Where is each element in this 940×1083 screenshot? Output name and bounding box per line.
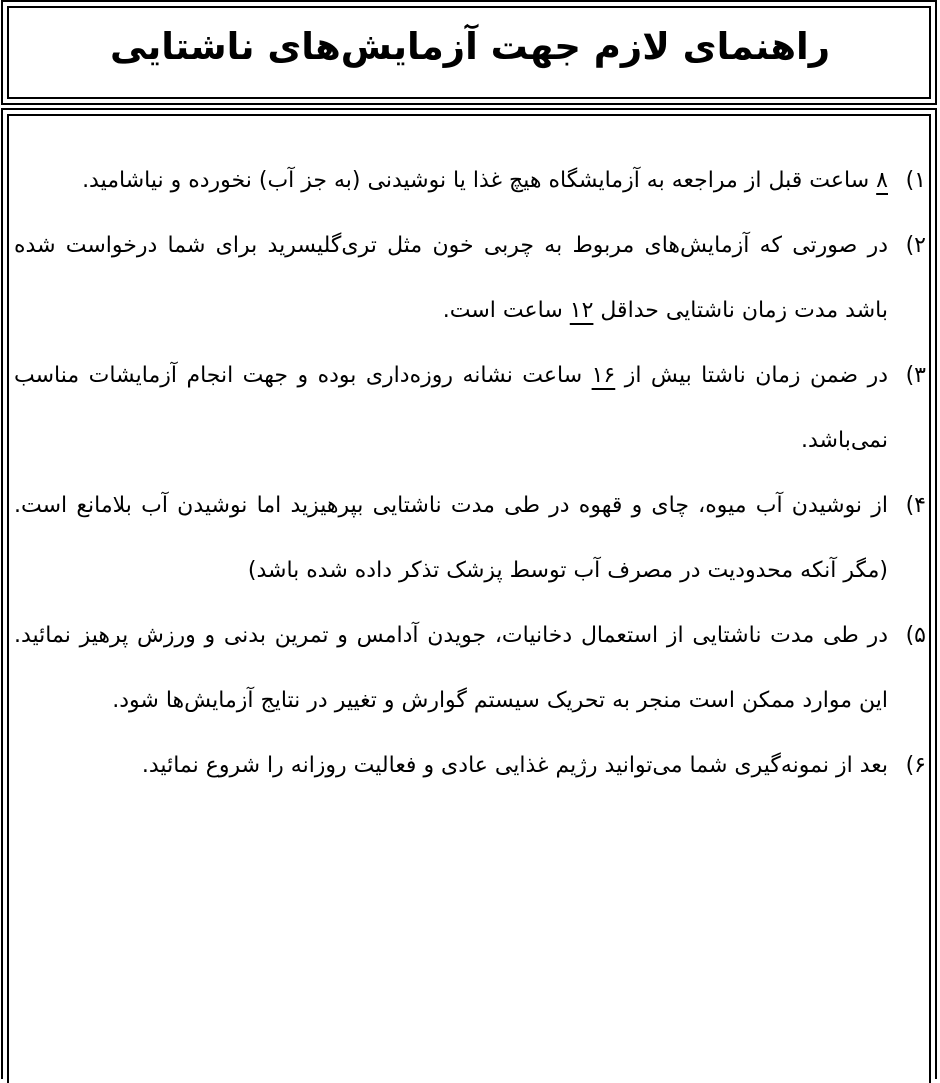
list-item (14, 148, 926, 213)
item-text: بعد از نمونه‌گیری شما می‌توانید رژیم غذایی عادی و فعالیت روزانه را شروع نمائید. (141, 753, 888, 778)
item-number: ۳) (905, 363, 926, 388)
item-text: در طی مدت ناشتایی از استعمال دخانیات، جویدن آدامس و تمرین بدنی و ورزش پرهیز نمائید. این موارد ممکن است منجر به تحریک سیستم گوارش و تغییر در نتایج آزمایش‌ها شود. (14, 623, 888, 713)
item-number: ۴) (905, 493, 926, 518)
underlined-value: ۸ (876, 168, 888, 193)
list-item (14, 343, 926, 473)
item-number: ۲) (905, 233, 926, 258)
instruction-list (14, 148, 926, 798)
list-item (14, 733, 926, 798)
item-text: ۸ ساعت قبل از مراجعه به آزمایشگاه هیچ غذا یا نوشیدنی (به جز آب) نخورده و نیاشامید. (82, 168, 888, 193)
underlined-value: ۱۶ (591, 363, 616, 388)
list-item (14, 473, 926, 603)
item-text: از نوشیدن آب میوه، چای و قهوه در طی مدت ناشتایی بپرهیزید اما نوشیدن آب بلامانع است. (مگر آنکه محدودیت در مصرف آب توسط پزشک تذکر داده شده باشد) (14, 493, 888, 583)
underlined-value: ۱۲ (569, 298, 594, 323)
item-number: ۶) (905, 753, 926, 778)
page-title: راهنمای لازم جهت آزمایش‌های ناشتایی (109, 25, 831, 68)
item-number: ۵) (905, 623, 926, 648)
list-item (14, 603, 926, 733)
item-number: ۱) (905, 168, 926, 193)
item-text: در صورتی که آزمایش‌های مربوط به چربی خون مثل تری‌گلیسرید برای شما درخواست شده باشد مدت زمان ناشتایی حداقل ۱۲ ساعت است. (14, 233, 888, 323)
item-text: در ضمن زمان ناشتا بیش از ۱۶ ساعت نشانه روزه‌داری بوده و جهت انجام آزمایشات مناسب نمی‌باشد. (14, 363, 888, 453)
list-item (14, 213, 926, 343)
